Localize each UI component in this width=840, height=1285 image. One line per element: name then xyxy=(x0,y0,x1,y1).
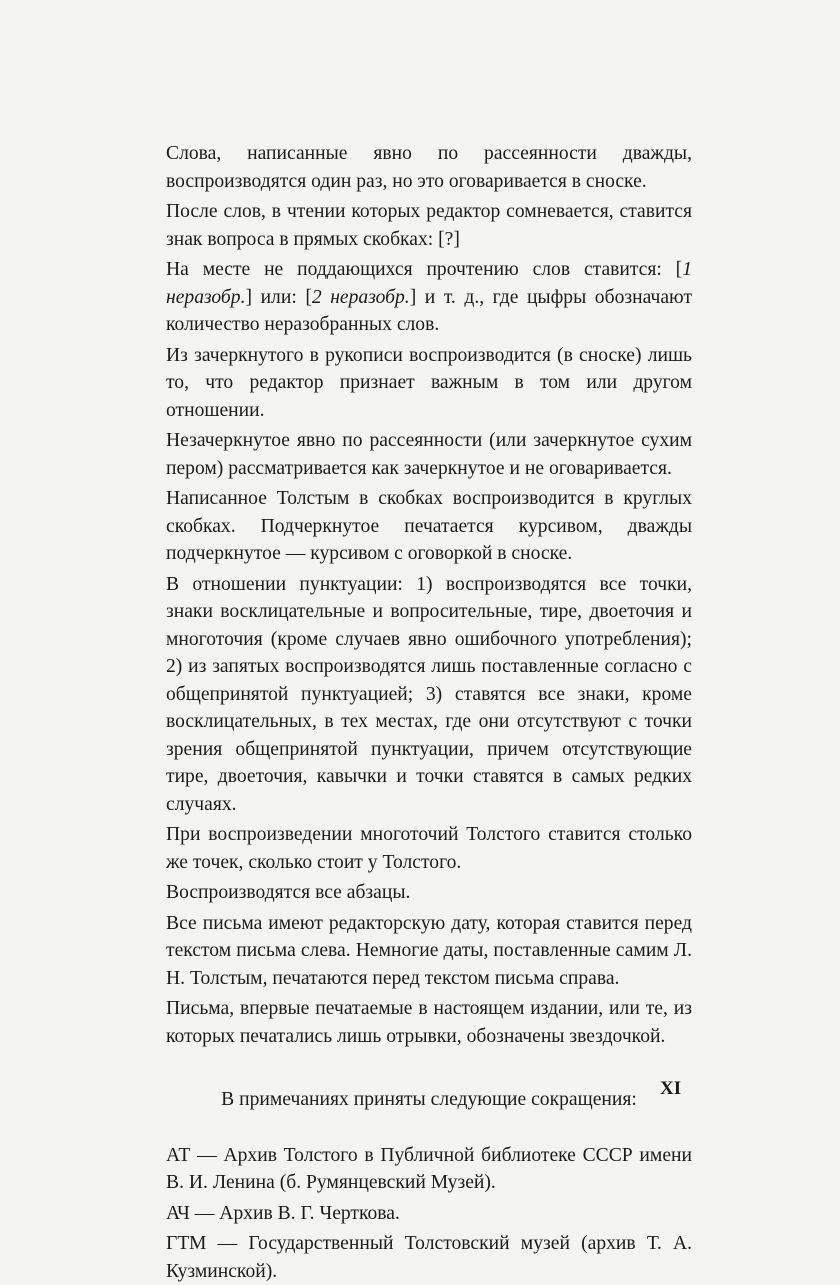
paragraph-repeated-words: Слова, написанные явно по рассеянности дважды, воспроизводятся один раз, но это оговаривается в сноске. xyxy=(166,143,692,192)
paragraph-ellipses: При воспроизведении многоточий Толстого ставится столько же точек, сколько стоит у Толстого. xyxy=(166,824,692,873)
illegible-part-1: На месте не поддающихся прочтению слов ставится: [ xyxy=(166,259,683,280)
page-number: XI xyxy=(660,1078,682,1099)
paragraph-not-crossed-out: Незачеркнутое явно по рассеянности (или зачеркнутое сухим пером) рассматривается как зачеркнутое и не оговаривается. xyxy=(166,430,692,479)
illegible-italic-1: 1 неразобр. xyxy=(166,259,692,308)
illegible-part-3: ] и т. д., где цыфры обозначают количество неразобранных слов. xyxy=(166,286,693,335)
abbreviation-gtm: ГТМ — Государственный Толстовский музей (архив Т. А. Кузминской). xyxy=(166,1233,692,1282)
paragraph-punctuation: В отношении пунктуации: 1) воспроизводятся все точки, знаки восклицательные и вопросительные, тире, двоеточия и многоточия (кроме случаев явно ошибочного употребления); 2) из запятых воспроизводятся лишь поставленные согласно с общепринятой пунктуацией; 3) ставятся все знаки, кроме восклицательных, в тех местах, где они отсутствуют с точки зрения общепринятой пунктуации, причем отсутствующие тире, двоеточия, кавычки и точки ставятся в самых редких случаях. xyxy=(166,573,692,815)
paragraph-doubtful-reading: После слов, в чтении которых редактор сомневается, ставится знак вопроса в прямых скобках: [?] xyxy=(166,201,692,250)
illegible-part-2: ] или: [ xyxy=(245,286,312,308)
abbreviations-heading: В примечаниях приняты следующие сокращения: xyxy=(221,1089,637,1110)
paragraph-asterisk: Письма, впервые печатаемые в настоящем издании, или те, из которых печатались лишь отрывки, обозначены звездочкой. xyxy=(166,998,692,1047)
paragraph-illegible-words xyxy=(166,256,692,339)
paragraph-crossed-out: Из зачеркнутого в рукописи воспроизводится (в сноске) лишь то, что редактор признает важным в том или другом отношении. xyxy=(166,344,692,421)
paragraph-indents: Воспроизводятся все абзацы. xyxy=(166,882,411,903)
abbreviation-ach: АЧ — Архив В. Г. Черткова. xyxy=(166,1202,400,1224)
paragraph-dates: Все письма имеют редакторскую дату, которая ставится перед текстом письма слева. Немногие даты, поставленные самим Л. Н. Толстым, печатаются перед текстом письма справа. xyxy=(166,912,692,989)
paragraph-brackets-underlining: Написанное Толстым в скобках воспроизводится в круглых скобках. Подчеркнутое печатается курсивом, дважды подчеркнутое — курсивом с оговоркой в сноске. xyxy=(166,488,692,564)
illegible-italic-2: 2 неразобр. xyxy=(311,286,410,308)
abbreviation-at: АТ — Архив Толстого в Публичной библиотеке СССР имени В. И. Ленина (б. Румянцевский Музей). xyxy=(166,1144,692,1193)
body-text xyxy=(166,140,692,1285)
